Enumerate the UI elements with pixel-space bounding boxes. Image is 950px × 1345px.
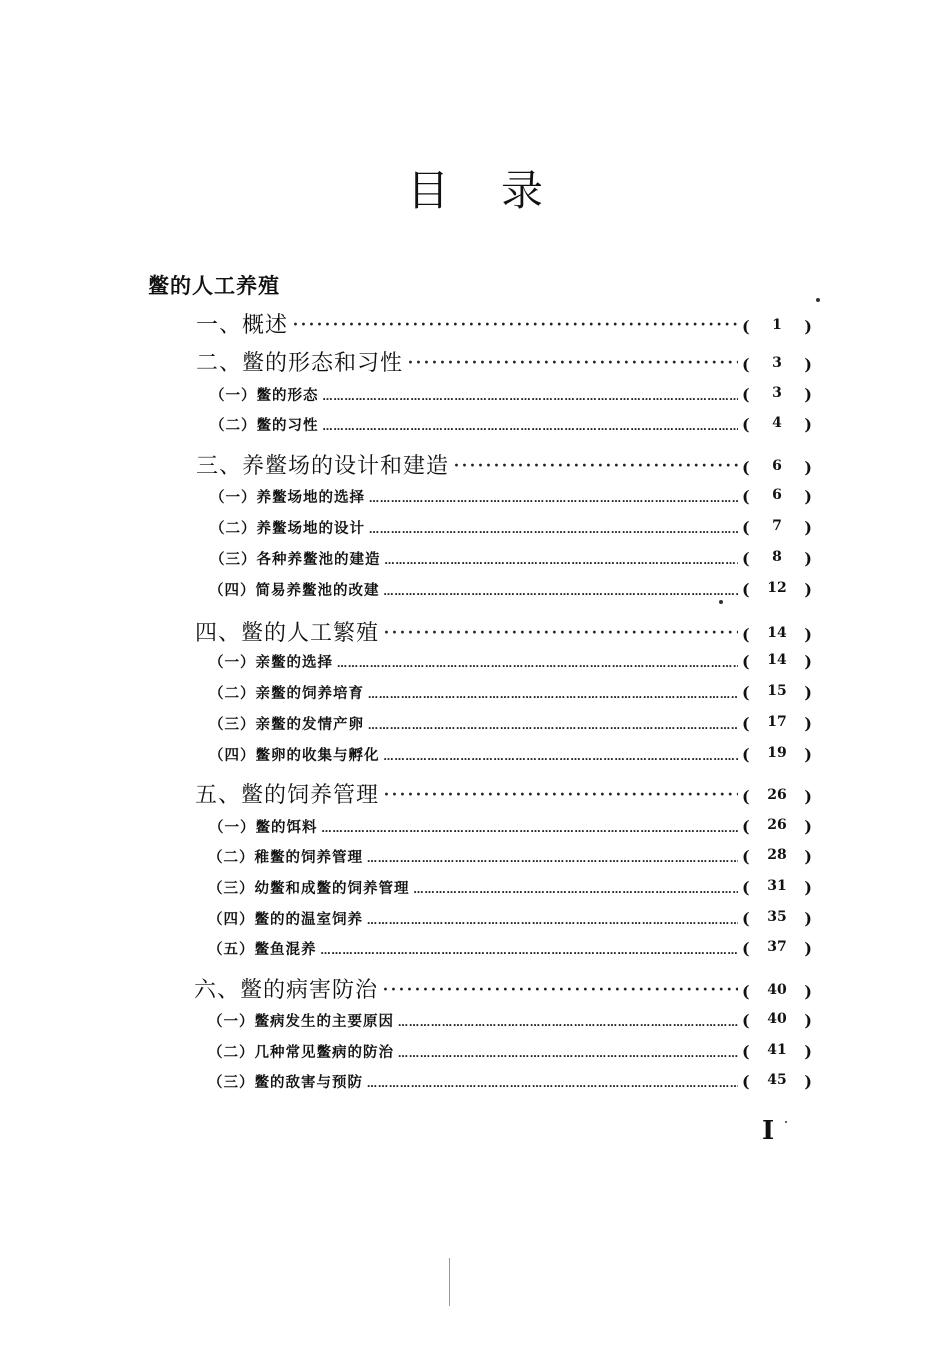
page-number-value: 19 (767, 745, 787, 761)
paren-close: ) (804, 487, 812, 506)
paren-open: ( (742, 1011, 750, 1030)
toc-entry[interactable] (209, 816, 812, 844)
toc-leader-dots (337, 655, 738, 671)
page-number-value: 31 (767, 878, 787, 894)
toc-entry-page (742, 847, 812, 866)
paren-open: ( (742, 909, 750, 928)
toc-entry[interactable] (194, 973, 812, 1005)
page-number: I (762, 1116, 775, 1146)
toc-entry-label: 一、概述 (196, 313, 289, 338)
page-number-value: 35 (767, 909, 787, 925)
toc-entry-page (742, 458, 812, 477)
toc-entry[interactable] (208, 1010, 812, 1038)
toc-leader-dots (368, 686, 738, 702)
page-number-value: 26 (767, 787, 787, 803)
toc-leader-dots (407, 351, 738, 376)
page-number-value: 45 (767, 1072, 787, 1088)
toc-leader-dots (453, 454, 738, 479)
paren-close: ) (804, 787, 812, 806)
toc-entry-page (742, 939, 812, 958)
toc-entry-label: 三、养鳖场的设计和建造 (196, 454, 450, 479)
paren-open: ( (742, 787, 750, 806)
toc-entry-label: （二）几种常见鳖病的防治 (208, 1045, 394, 1061)
toc-entry[interactable] (210, 486, 812, 514)
toc-entry[interactable] (208, 877, 812, 905)
paren-open: ( (742, 549, 750, 568)
toc-entry-page (742, 1042, 812, 1061)
toc-leader-dots (292, 313, 738, 338)
scan-speck (719, 600, 723, 604)
paren-open: ( (742, 817, 750, 836)
paren-close: ) (804, 580, 812, 599)
paren-open: ( (742, 982, 750, 1001)
paren-open: ( (742, 625, 750, 644)
book-title: 鳖的人工养殖 (148, 274, 280, 298)
scan-speck (449, 1258, 450, 1306)
page-number-value: 6 (772, 487, 782, 503)
paren-close: ) (804, 549, 812, 568)
paren-close: ) (804, 745, 812, 764)
toc-entry-label: （二）亲鳖的饲养培育 (209, 686, 364, 702)
toc-leader-dots (383, 621, 738, 646)
toc-leader-dots (323, 418, 739, 434)
paren-open: ( (742, 1072, 750, 1091)
paren-open: ( (742, 652, 750, 671)
toc-leader-dots (367, 1075, 738, 1091)
toc-entry-label: 五、鳖的饲养管理 (195, 783, 380, 808)
toc-entry-label: （一）鳖病发生的主要原因 (208, 1014, 394, 1030)
toc-leader-dots (368, 717, 738, 733)
toc-entry-label: （三）亲鳖的发情产卵 (209, 717, 364, 733)
toc-entry-label: （二）养鳖场地的设计 (210, 521, 365, 537)
toc-entry-page (742, 385, 812, 404)
paren-close: ) (804, 1072, 812, 1091)
paren-close: ) (804, 909, 812, 928)
page-number-value: 14 (767, 652, 787, 668)
toc-entry[interactable] (195, 616, 812, 648)
page-number-value: 8 (772, 549, 782, 565)
paren-open: ( (742, 683, 750, 702)
toc-leader-dots (384, 583, 739, 599)
paren-close: ) (804, 458, 812, 477)
page-number-value: 41 (767, 1042, 787, 1058)
toc-entry[interactable] (209, 744, 812, 772)
paren-close: ) (804, 939, 812, 958)
toc-entry[interactable] (196, 308, 812, 340)
paren-open: ( (742, 317, 750, 336)
page-number-value: 4 (772, 415, 782, 431)
page-number-value: 7 (772, 518, 782, 534)
scan-speck (816, 298, 820, 302)
paren-close: ) (804, 982, 812, 1001)
paren-open: ( (742, 518, 750, 537)
toc-leader-dots (384, 748, 739, 764)
page-number-value: 17 (767, 714, 787, 730)
toc-entry-label: 四、鳖的人工繁殖 (195, 621, 380, 646)
toc-leader-dots (323, 388, 739, 404)
toc-entry-label: （一）亲鳖的选择 (209, 655, 333, 671)
paren-open: ( (742, 745, 750, 764)
paren-open: ( (742, 415, 750, 434)
toc-entry[interactable] (208, 1041, 812, 1069)
toc-entry-label: （五）鳖鱼混养 (208, 942, 317, 958)
toc-entry-page (742, 982, 812, 1001)
toc-entry-page (742, 787, 812, 806)
paren-open: ( (742, 878, 750, 897)
paren-close: ) (804, 714, 812, 733)
page-number-value: 40 (767, 982, 787, 998)
toc-leader-dots (367, 850, 738, 866)
toc-entry[interactable] (210, 517, 812, 545)
toc-entry-page (742, 317, 812, 336)
toc-entry-page (742, 817, 812, 836)
toc-leader-dots (322, 820, 739, 836)
page-number-value: 14 (767, 625, 787, 641)
page-number-value: 3 (772, 385, 782, 401)
toc-entry[interactable] (210, 384, 812, 412)
toc-entry-label: （二）稚鳖的饲养管理 (208, 850, 363, 866)
toc-entry-label: （三）鳖的敌害与预防 (208, 1075, 363, 1091)
paren-close: ) (804, 518, 812, 537)
paren-close: ) (804, 415, 812, 434)
toc-leader-dots (383, 783, 738, 808)
toc-entry-label: （二）鳖的习性 (210, 418, 319, 434)
page-number-value: 3 (772, 355, 782, 371)
paren-close: ) (804, 385, 812, 404)
toc-entry[interactable] (208, 908, 812, 936)
paren-open: ( (742, 580, 750, 599)
toc-leader-dots (369, 490, 738, 506)
toc-entry-label: （四）简易养鳖池的改建 (209, 583, 380, 599)
toc-entry[interactable] (196, 346, 812, 378)
toc-leader-dots (398, 1014, 738, 1030)
toc-entry-page (742, 487, 812, 506)
toc-entry-label: （一）鳖的饵料 (209, 820, 318, 836)
paren-close: ) (804, 1042, 812, 1061)
toc-entry-page (742, 355, 812, 374)
page-number-value: 28 (767, 847, 787, 863)
paren-open: ( (742, 458, 750, 477)
toc-leader-dots (321, 942, 739, 958)
paren-close: ) (804, 625, 812, 644)
toc-entry-label: （一）鳖的形态 (210, 388, 319, 404)
paren-open: ( (742, 847, 750, 866)
toc-entry-label: （四）鳖的的温室饲养 (208, 912, 363, 928)
toc-entry-page (742, 714, 812, 733)
toc-entry-page (742, 1011, 812, 1030)
toc-entry-page (742, 683, 812, 702)
toc-leader-dots (398, 1045, 738, 1061)
toc-entry-label: 六、鳖的病害防治 (194, 978, 379, 1003)
toc-entry[interactable] (208, 1071, 812, 1099)
toc-entry[interactable] (210, 548, 812, 576)
toc-entry-page (742, 518, 812, 537)
page-number-value: 26 (767, 817, 787, 833)
toc-entry-page (742, 1072, 812, 1091)
paren-open: ( (742, 355, 750, 374)
page-number-value: 40 (767, 1011, 787, 1027)
paren-open: ( (742, 385, 750, 404)
scan-speck (785, 1121, 787, 1123)
toc-leader-dots (414, 881, 739, 897)
toc-entry[interactable] (208, 846, 812, 874)
toc-leader-dots (385, 552, 739, 568)
paren-close: ) (804, 355, 812, 374)
paren-close: ) (804, 1011, 812, 1030)
paren-close: ) (804, 878, 812, 897)
toc-entry-page (742, 745, 812, 764)
toc-leader-dots (382, 978, 738, 1003)
toc-entry[interactable] (209, 713, 812, 741)
toc-leader-dots (367, 912, 738, 928)
toc-entry[interactable] (196, 449, 812, 481)
paren-close: ) (804, 317, 812, 336)
page-title: 目录 (406, 166, 595, 215)
paren-close: ) (804, 652, 812, 671)
toc-entry[interactable] (209, 682, 812, 710)
page-number-value: 6 (772, 458, 782, 474)
paren-open: ( (742, 1042, 750, 1061)
toc-entry-page (742, 415, 812, 434)
toc-entry-label: （三）幼鳖和成鳖的饲养管理 (208, 881, 410, 897)
paren-open: ( (742, 487, 750, 506)
toc-entry[interactable] (209, 651, 812, 679)
page-number-value: 15 (767, 683, 787, 699)
paren-close: ) (804, 847, 812, 866)
paren-open: ( (742, 714, 750, 733)
toc-entry[interactable] (210, 414, 812, 442)
toc-entry-label: 二、鳖的形态和习性 (196, 351, 404, 376)
paren-open: ( (742, 939, 750, 958)
toc-entry-label: （四）鳖卵的收集与孵化 (209, 748, 380, 764)
toc-entry-page (742, 652, 812, 671)
toc-entry-page (742, 625, 812, 644)
page-number-value: 12 (767, 580, 787, 596)
toc-entry[interactable] (195, 778, 812, 810)
toc-entry-page (742, 580, 812, 599)
page-number-value: 1 (772, 317, 782, 333)
toc-leader-dots (369, 521, 738, 537)
page-number-value: 37 (767, 939, 787, 955)
paren-close: ) (804, 683, 812, 702)
toc-entry-page (742, 909, 812, 928)
paren-close: ) (804, 817, 812, 836)
toc-entry-label: （三）各种养鳖池的建造 (210, 552, 381, 568)
toc-entry[interactable] (208, 938, 812, 966)
toc-entry-page (742, 549, 812, 568)
toc-entry-label: （一）养鳖场地的选择 (210, 490, 365, 506)
toc-entry-page (742, 878, 812, 897)
